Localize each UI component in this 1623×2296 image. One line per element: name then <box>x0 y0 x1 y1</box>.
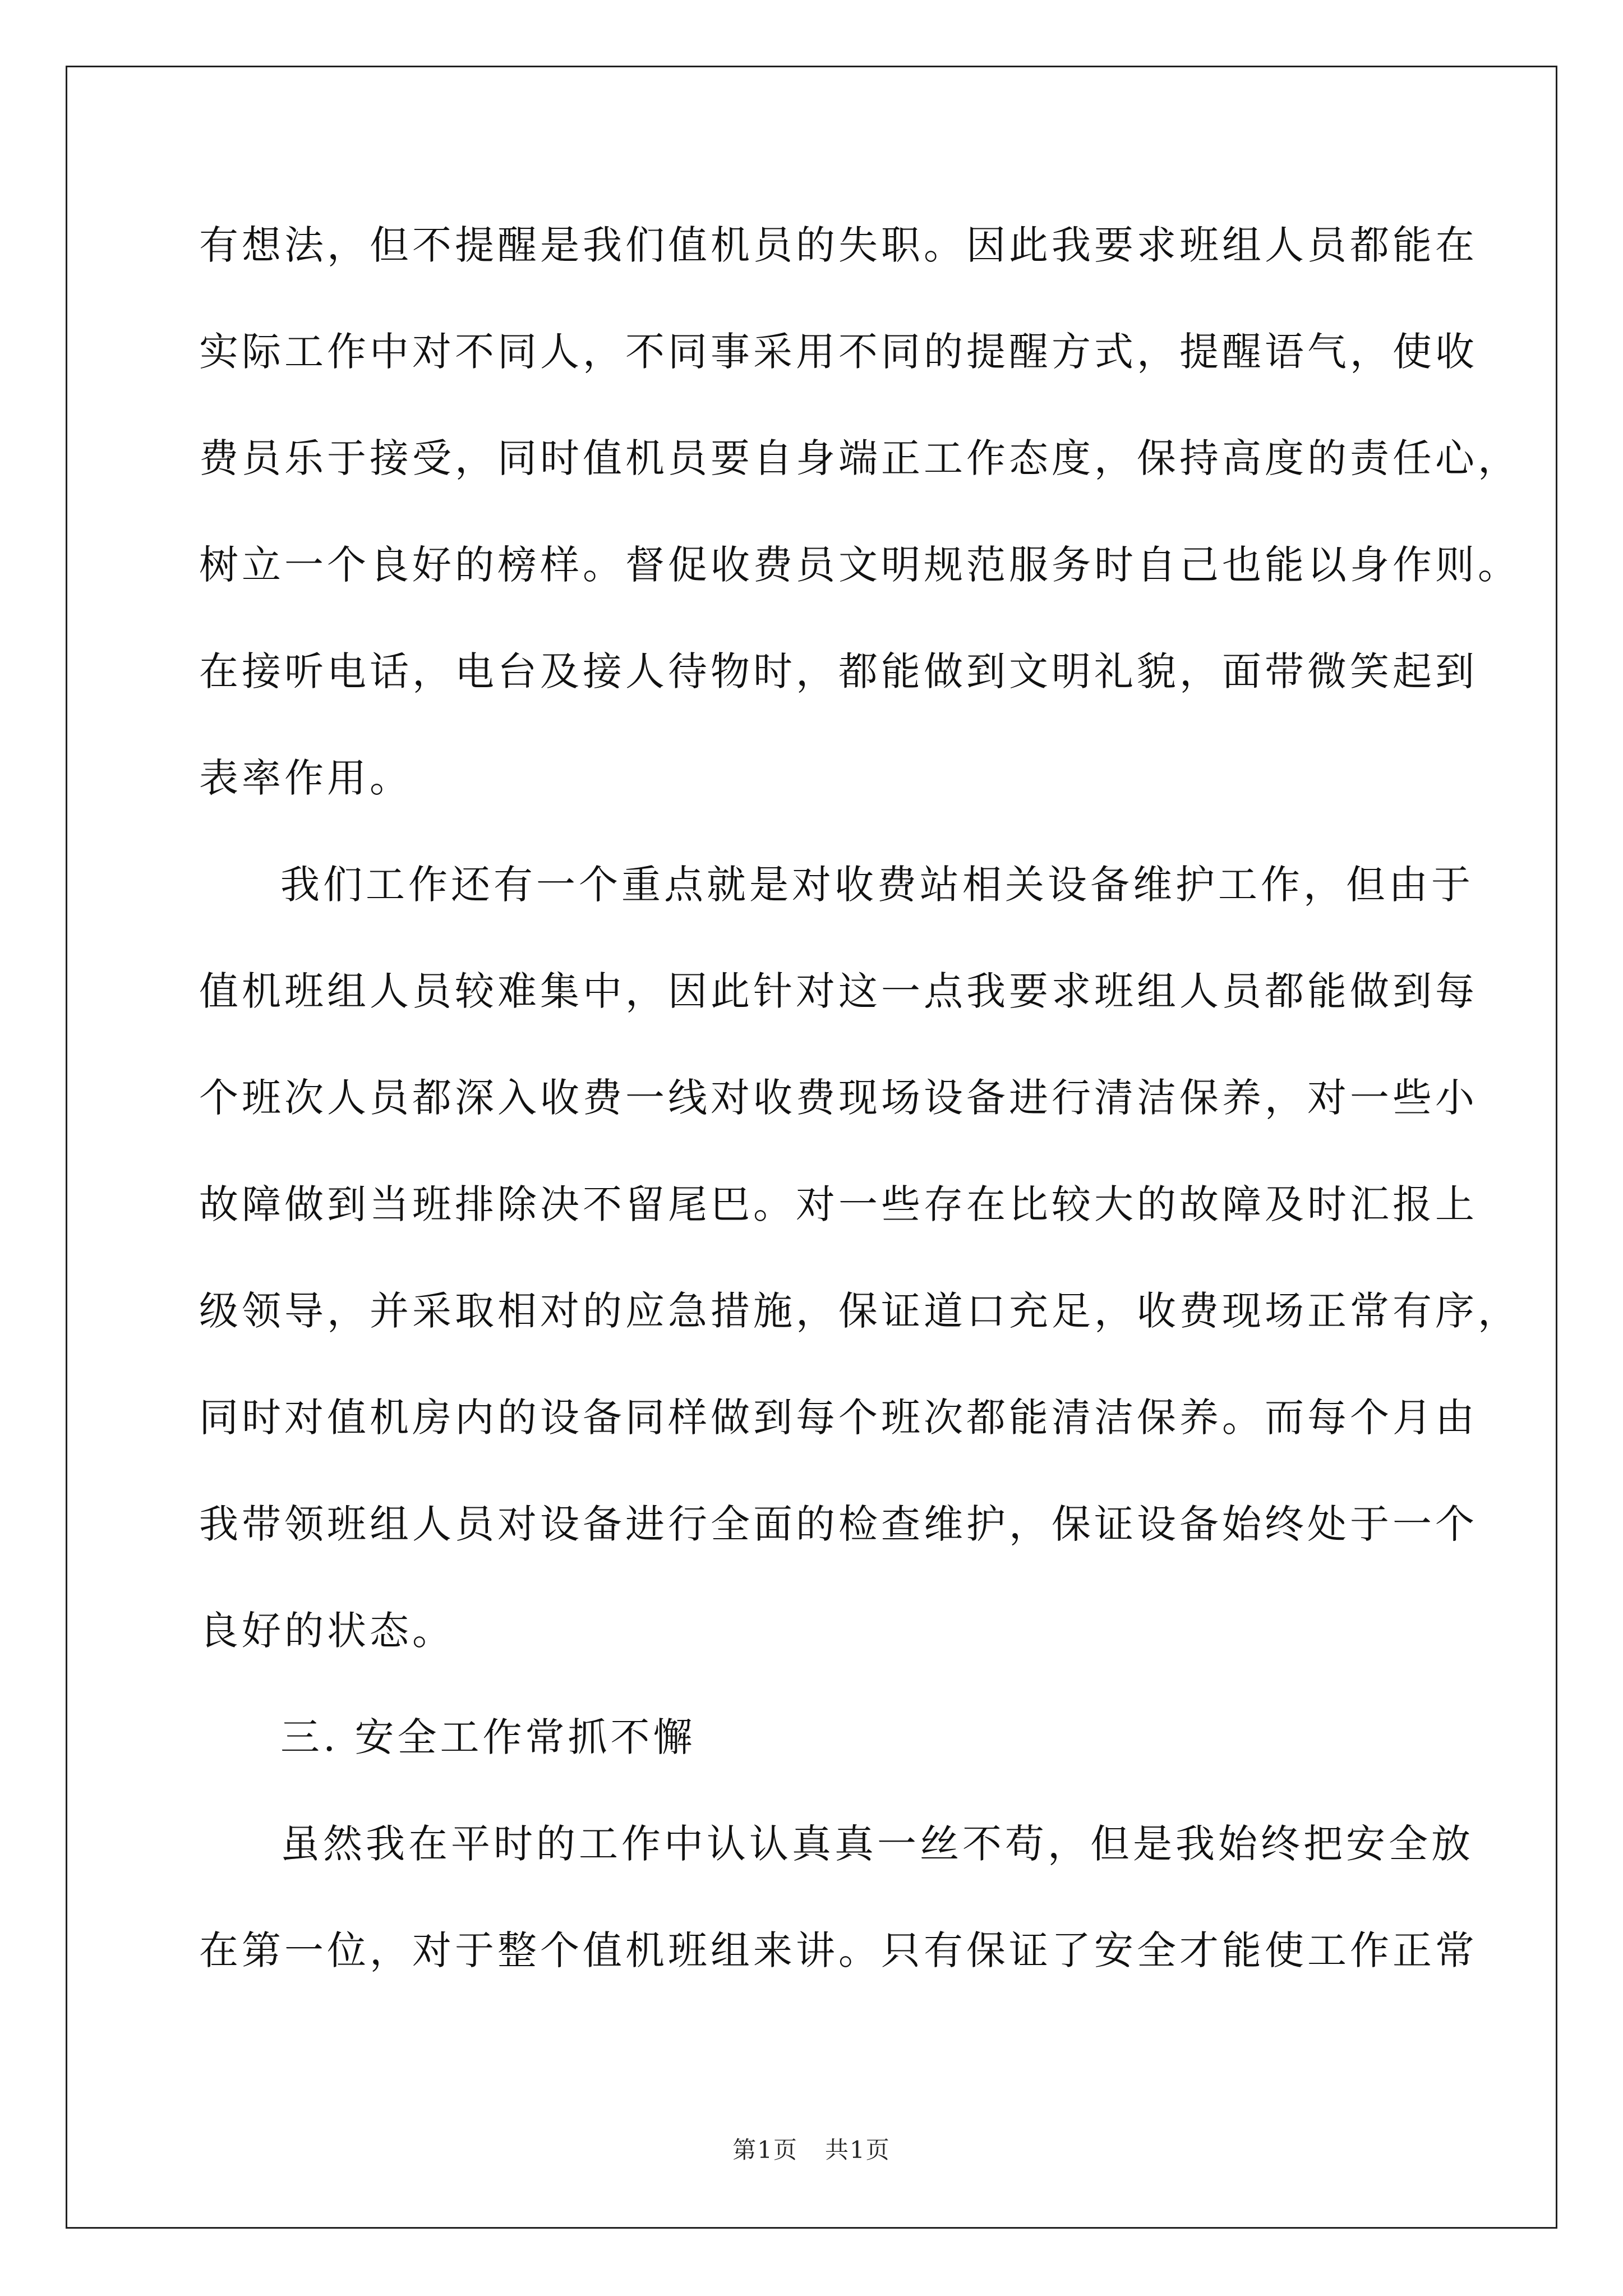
document-body <box>199 214 1520 2026</box>
page-number: 第1页 <box>732 2136 798 2164</box>
text-line-2: 实际工作中对不同人，不同事采用不同的提醒方式，提醒语气，使收 <box>199 329 1478 375</box>
text-line-12: 同时对值机房内的设备同样做到每个班次都能清洁保养。而每个月由 <box>199 1395 1478 1441</box>
text-line-1: 有想法，但不提醒是我们值机员的失职。因此我要求班组人员都能在 <box>199 222 1478 268</box>
text-line-16: 虽然我在平时的工作中认认真真一丝不苟，但是我始终把安全放 <box>280 1821 1474 1867</box>
text-line-17: 在第一位，对于整个值机班组来讲。只有保证了安全才能使工作正常 <box>199 1927 1478 1973</box>
text-line-3: 费员乐于接受，同时值机员要自身端正工作态度，保持高度的责任心， <box>199 435 1520 481</box>
text-line-6: 表率作用。 <box>199 755 412 801</box>
text-line-13: 我带领班组人员对设备进行全面的检查维护，保证设备始终处于一个 <box>199 1501 1478 1547</box>
page-footer <box>0 2132 1623 2165</box>
section-heading: 三. 安全工作常抓不懈 <box>280 1714 696 1760</box>
text-line-4: 树立一个良好的榜样。督促收费员文明规范服务时自己也能以身作则。 <box>199 542 1520 588</box>
text-line-10: 故障做到当班排除决不留尾巴。对一些存在比较大的故障及时汇报上 <box>199 1181 1478 1227</box>
text-line-5: 在接听电话，电台及接人待物时，都能做到文明礼貌，面带微笑起到 <box>199 648 1478 694</box>
text-line-14: 良好的状态。 <box>199 1608 455 1654</box>
page-total: 共1页 <box>825 2136 891 2164</box>
text-line-9: 个班次人员都深入收费一线对收费现场设备进行清洁保养，对一些小 <box>199 1075 1478 1121</box>
text-line-11: 级领导，并采取相对的应急措施，保证道口充足，收费现场正常有序， <box>199 1288 1520 1334</box>
text-line-8: 值机班组人员较难集中，因此针对这一点我要求班组人员都能做到每 <box>199 968 1478 1014</box>
text-line-7: 我们工作还有一个重点就是对收费站相关设备维护工作，但由于 <box>280 862 1474 908</box>
